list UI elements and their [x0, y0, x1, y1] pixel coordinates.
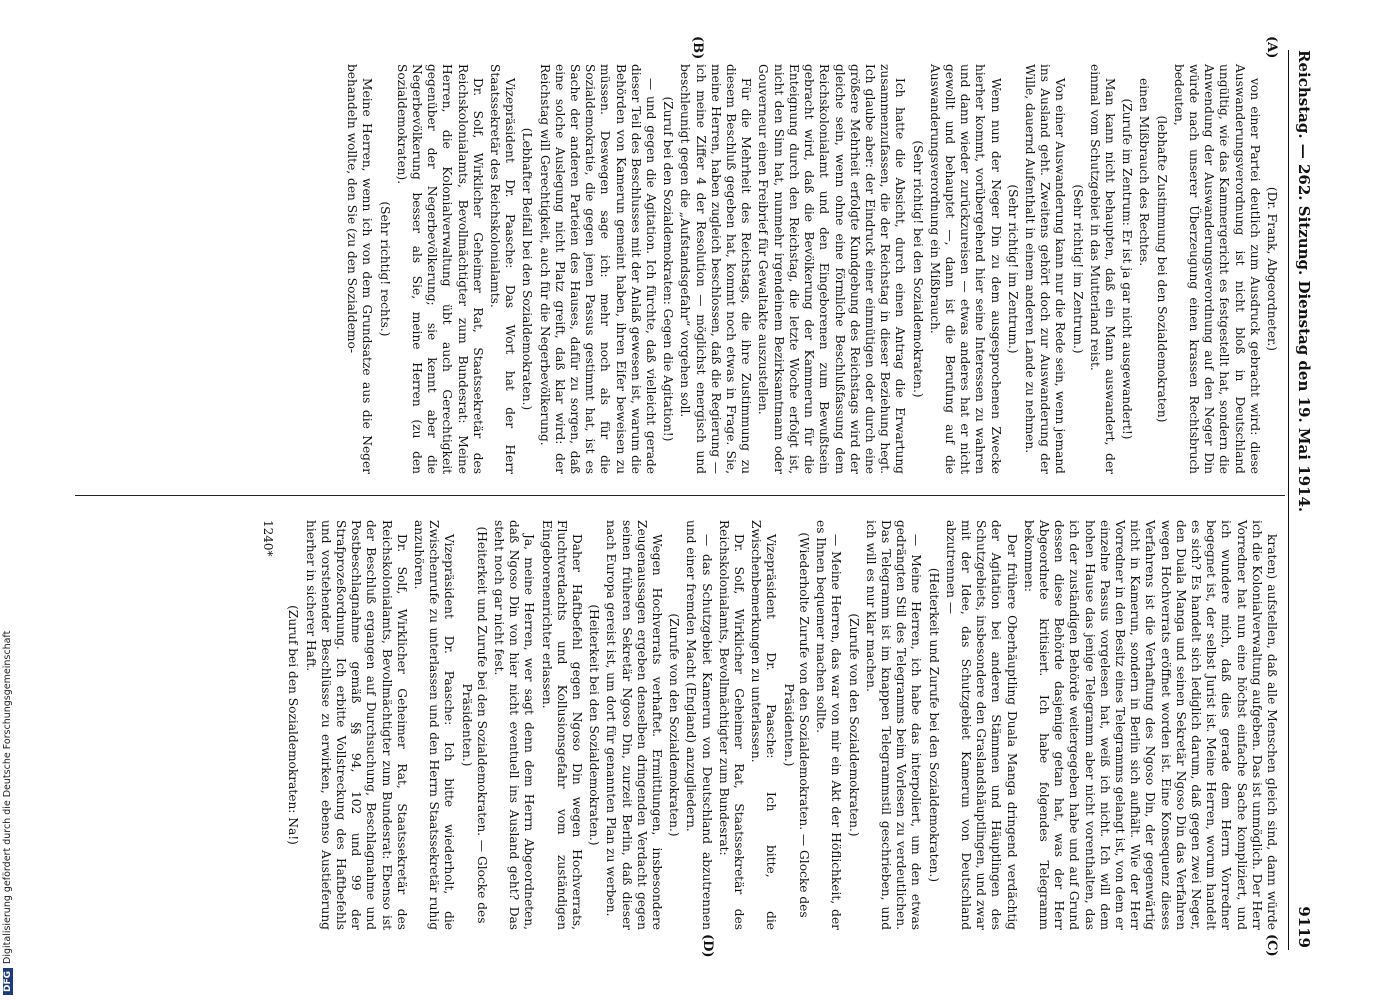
paragraph: — das Schutzgebiet Kamerun von Deutschland abzutrennen und einer fremden Macht (England) anzugliedern.: [684, 520, 714, 930]
paragraph: Dr. Solf, Wirklicher Geheimer Rat, Staatssekretär des Reichskolonialamts, Bevollmächtigter zum Bundesrat:: [716, 520, 747, 930]
page-number: 9119: [1295, 906, 1313, 948]
left-column: [342, 64, 1279, 474]
paragraph: von einer Partei deutlich zum Ausdruck gebracht wird: diese Auswanderungsverordnung ist nicht bloß in Deutschland ungültig, wie das Kammergericht es festgestellt hat, sondern die Anwendung der Auswanderungsverordnung auf den Neger Din würde nach unserer Überzeugung einen krassen Rechtsbruch bedeuten,: [1171, 64, 1262, 474]
paragraph: — und gegen die Agitation. Ich fürchte, daß vielleicht gerade dieser Teil des Beschlusses mit der Anlaß gewesen ist, warum die Behörden von Kamerun gemeint haben, ihren Eifer beweisen zu müssen. Deswegen sage ich: mehr noch als für die Sozialdemokratie, die gegen jenen Passus gestimmt hat, ist es Sache der anderen Parteien des Hauses, dafür zu sorgen, daß eine solche Auslegung nicht Platz greift, daß klar wird: der Reichstag will Gerechtigkeit, auch für die Negerbevölkerung.: [537, 64, 659, 474]
digitization-credit: [2, 631, 13, 995]
credit-text: Digitalisierung gefördert durch die Deutsche Forschungsgemeinschaft: [2, 630, 13, 964]
paragraph: Ich hatte die Absicht, durch einen Antrag die Erwartung zusammenzufassen, die der Reichstag in dieser Beziehung hegt. Ich glaube aber: der Eindruck einer einmütigen oder durch eine größere Mehrheit erfolgte Kundgebung des Reichstags wird der gleiche sein, wenn ohne eine förmliche Beschlußfassung dem Reichskolonialamt und den Eingeborenen zum Bewußtsein gebracht wird, daß die Bevölkerung der Kammerun für die Enteignung durch den Reichstag, die letzte Woche erfolgt ist, nicht den Sinn hat, nunmehr irgendeinem Bezirksamtmann oder Gouverneur einen Freibrief für Gewaltakte auszustellen.: [756, 64, 908, 474]
interjection: (Lebhafter Beifall bei den Sozialdemokraten.): [520, 127, 535, 411]
interjection: (Wiederholte Zurufe von den Sozialdemokraten. — Glocke des Präsidenten.): [781, 532, 811, 918]
paragraph: kraten) aufstellen, daß alle Menschen gleich sind, dann würde ich die Kolonialverwaltung aufgeben. Das ist unmöglich. Der Herr Vorredner hat nun eine höchst einfache Sache kompliziert, und ich wundere mich, daß dies gerade dem Herrn Vorredner begegnet ist, der selbst Jurist ist. Meine Herren, worum handelt es sich? Es handelt sich lediglich darum, daß gegen zwei Neger, den Duala Manga und seinen Sekretär Ngoso Din das Verfahren wegen Hochverrats eröffnet worden ist. Eine Konsequenz dieses Verfahrens ist die Verhaftung des Ngoso Din, der gegenwärtig nicht in Kamerun, sondern in Berlin sich aufhält. Wie der Herr Vorredner in den Besitz eines Telegramms gelangt ist, von dem er einzelne Passus vorgelesen hat, weiß ich nicht. Ich will dem hohen Hause das jenige Telegramm aber nicht vorenthalten, das ich der zuständigen Behörde weitergegeben habe und auf Grund dessen diese Behörde dasjenige getan hat, was der Herr Abgeordnete kritisiert. Ich habe folgendes Telegramm bekommen:: [1021, 520, 1279, 930]
paragraph: Vizepräsident Dr. Paasche: Ich bitte, die Zwischenbemerkungen zu unterlassen.: [749, 520, 779, 930]
paragraph: Dr. Solf, Wirklicher Geheimer Rat, Staatssekretär des Reichskolonialamts, Bevollmächtigter zum Bundesrat: Ebenso ist der Beschluß ergangen auf Durchsuchung, Beschlagnahme und Postbeschlagnahme gemäß §§ 94, 102 und 99 der Strafprozeßordnung. Ich erbitte Vollstreckung des Haftbefehls und vorstehender Beschlüsse zu erwirken, ebenso Austieferung hierher in sicherer Haft.: [303, 520, 409, 930]
paragraph: Meine Herren, wenn ich von dem Grundsatze aus die Neger behandeln wollte, den Sie (zu den Sozialdemo-: [345, 64, 375, 474]
dfg-logo: DFG: [3, 968, 13, 995]
interjection: (Heiterkeit und Zurufe bei den Sozialdemokraten.): [926, 567, 941, 883]
paragraph: Wegen Hochverrats verhaftet. Ermittlungen, insbesondere Zeugenaussagen ergeben denselben dringenden Verdacht gegen seinen früheren Sekretär Ngoso Din, zurzeit Berlin, daß dieser nach Europa gereist ist, um dort für genannten Plan zu werben.: [604, 520, 665, 930]
paragraph: Daher Haftbefehl gegen Ngoso Din wegen Hochverrats, Fluchtverdachts und Kollusionsgefahr vom zuständigen Eingeborenenrichter erlassen.: [539, 520, 585, 930]
paragraph: Vizepräsident Dr. Paasche: Ich bitte wiederholt, die Zwischenrufe zu unterlassen und den Herrn Staatssekretär ruhig anzuhören.: [412, 520, 457, 930]
margin-mark-d: (D): [700, 934, 715, 958]
margin-mark-a: (A): [1264, 36, 1279, 59]
interjection: (Sehr richtig! rechts.): [377, 201, 392, 337]
rotated-page: [65, 36, 1315, 958]
margin-mark-b: (B): [690, 36, 705, 60]
interjection: (Heiterkeit und Zurufe bei den Sozialdemokraten. — Glocke des Präsidenten.): [459, 526, 489, 924]
interjection: (Zurufe von den Sozialdemokraten.): [667, 613, 682, 837]
page-header: [1288, 50, 1315, 950]
interjection: (Zuruf bei den Sozialdemokraten: Gegen die Agitation!): [661, 96, 676, 442]
paragraph: Der frühere Oberhäuptling Duala Manga dringend verdächtig der Agitation bei anderen Stämmen und Häuptlingen des Schutzgebiets, insbesondere den Graslandshäuptlingen, und zwar mit der Idee, das Schutzgebiet Kamerun von Deutschland abzutrennen —: [943, 520, 1019, 930]
interjection: (Zurufe im Zentrum: Er ist ja gar nicht ausgewandert!): [1120, 98, 1135, 440]
footer-page-ref: 1240*: [261, 520, 275, 557]
paragraph: Für die Mehrheit des Reichstags, die ihre Zustimmung zu diesem Beschluß gegeben hat, kommt noch etwas in Frage. Sie, meine Herren, haben zugleich beschlossen, daß die Regierung — ich meine Ziffer 4 der Resolution — möglichst energisch und beschleunigt gegen die „Aufstandsgefahr“ vorgehen soll.: [678, 64, 754, 474]
interjection: (lebhafte Zustimmung bei den Sozialdemokraten): [1154, 115, 1169, 423]
paragraph: Dr. Solf, Wirklicher Geheimer Rat, Staatssekretär des Reichskolonialamts, Bevollmächtigter zum Bundesrat: Meine Herren, die Kolonialverwaltung übt auch Gerechtigkeit gegenüber der Negerbevölkerung; sie kennt aber die Negerbevölkerung besser als Sie, meine Herren (zu den Sozialdemokraten).: [394, 64, 485, 474]
column-divider: [75, 495, 1285, 496]
paragraph: einen Mißbrauch des Rechtes.: [1137, 78, 1152, 267]
paragraph: Wenn nun der Neger Din zu dem ausgesprochenen Zwecke hierher kommt, vorübergehend hier seine Interessen zu wahren und dann wieder zurückzureisen — etwas anderes hat er nicht gewollt und behauptet —, dann ist die Berufung auf die Auswanderungsverordnung ein Mißbrauch.: [927, 64, 1003, 474]
header-title: Reichstag. — 262. Sitzung. Dienstag den 19. Mai 1914.: [1295, 50, 1313, 513]
interjection: (Zurufe von den Sozialdemokraten.): [846, 613, 861, 837]
interjection: (Zuruf bei den Sozialdemokraten: Na!): [286, 605, 301, 845]
paragraph: Man kann nicht behaupten, daß ein Mann auswandert, der einmal vom Schutzgebiet in das Mutterland reist.: [1087, 64, 1117, 474]
interjection: (Sehr richtig! bei den Sozialdemokraten.): [910, 140, 925, 398]
paragraph: Von einer Auswanderung kann nur die Rede sein, wenn jemand ins Ausland geht. Zweitens gehört doch zur Auswanderung der Wille, dauernd Aufenthalt in einem anderen Lande zu nehmen.: [1022, 64, 1068, 474]
paragraph: — Meine Herren, das war von mir ein Akt der Höflichkeit, der es Ihnen bequemer machen sollte.: [814, 520, 844, 930]
paragraph: Ja, meine Herren, wer sagt denn dem Herrn Abgeordneten, daß Ngoso Din von hier nicht eventuell ins Ausland geht? Das steht noch gar nicht fest.: [492, 520, 537, 930]
paragraph: — Meine Herren, ich habe das interpoliert, um den etwas gedrängten Stil des Telegramms beim Vorlesen zu verdeutlichen. Das Telegramm ist im knappen Telegrammstil geschrieben, und ich will es nur klar machen.: [863, 520, 924, 930]
interjection: (Sehr richtig! im Zentrum.): [1070, 184, 1085, 354]
interjection: (Sehr richtig! im Zentrum.): [1005, 184, 1020, 354]
interjection: (Heiterkeit bei den Sozialdemokraten.): [587, 604, 602, 846]
right-column: [283, 520, 1279, 930]
margin-mark-c: (C): [1264, 934, 1279, 957]
paragraph: Vizepräsident Dr. Paasche: Das Wort hat der Herr Staatssekretär des Reichskolonialamts.: [488, 64, 518, 474]
interjection: (Dr. Frank, Abgeordneter.): [1265, 186, 1279, 352]
